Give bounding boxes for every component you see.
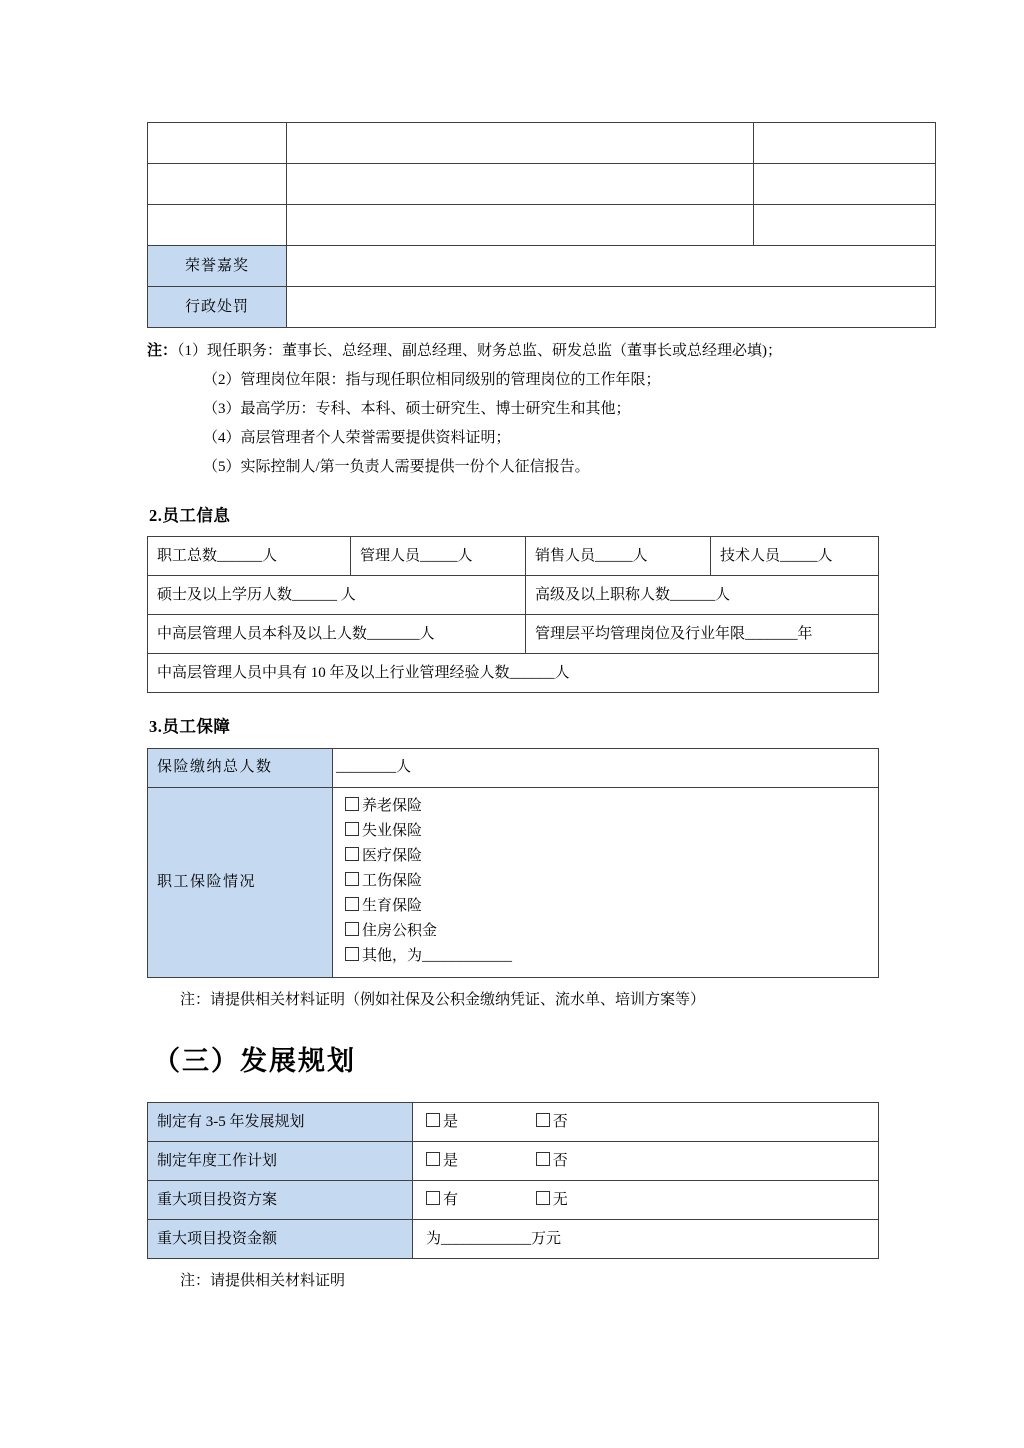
- note-line: （5）实际控制人/第一负责人需要提供一份个人征信报告。: [203, 459, 590, 475]
- exec-empty-cell[interactable]: [287, 205, 754, 246]
- employee-info-table: [147, 536, 879, 693]
- executive-info-table: [147, 122, 936, 328]
- option-none[interactable]: [536, 1192, 568, 1208]
- checkbox-label: 住房公积金: [362, 922, 438, 939]
- checkbox-label: 养老保险: [362, 797, 423, 814]
- checkbox-option[interactable]: [345, 794, 869, 819]
- note-line: （2）管理岗位年限：指与现任职位相同级别的管理岗位的工作年限；: [203, 372, 661, 388]
- exec-empty-cell[interactable]: [287, 123, 754, 164]
- executive-notes: [147, 337, 878, 482]
- avg-tenure-cell[interactable]: 管理层平均管理岗位及行业年限_______年: [526, 615, 879, 654]
- annual-plan-label-cell: 制定年度工作计划: [148, 1142, 413, 1181]
- exec-empty-cell[interactable]: [754, 123, 936, 164]
- exec-empty-cell[interactable]: [754, 164, 936, 205]
- checkbox-icon[interactable]: [345, 897, 359, 911]
- penalty-fill-cell[interactable]: [287, 287, 936, 328]
- insurance-status-label-cell: 职工保险情况: [148, 787, 333, 977]
- technical-staff-cell[interactable]: 技术人员_____人: [711, 537, 879, 576]
- exec-empty-cell[interactable]: [148, 123, 287, 164]
- table-row: [148, 287, 936, 328]
- table-row: [148, 205, 936, 246]
- note-prefix: 注：: [147, 343, 178, 359]
- management-staff-cell[interactable]: 管理人员_____人: [351, 537, 526, 576]
- insured-total-value-cell[interactable]: ________人: [333, 748, 879, 787]
- exec-empty-cell[interactable]: [287, 164, 754, 205]
- insurance-status-options-cell: [333, 787, 879, 977]
- insured-total-label-cell: 保险缴纳总人数: [148, 748, 333, 787]
- option-label: 否: [552, 1114, 568, 1131]
- experienced-managers-cell[interactable]: 中高层管理人员中具有 10 年及以上行业管理经验人数______人: [148, 654, 879, 693]
- option-no[interactable]: [536, 1153, 568, 1169]
- note-line: [147, 337, 878, 366]
- note-line: （4）高层管理者个人荣誉需要提供资料证明；: [203, 430, 511, 446]
- development-plan-table: [147, 1102, 879, 1259]
- table-row: [148, 164, 936, 205]
- table-row: [148, 1142, 879, 1181]
- table-row: [148, 1103, 879, 1142]
- table-row: [148, 246, 936, 287]
- checkbox-icon[interactable]: [536, 1191, 550, 1205]
- table-row: [148, 537, 879, 576]
- development-plan-note: 注：请提供相关材料证明: [180, 1273, 346, 1290]
- major-project-plan-options-cell: [413, 1181, 879, 1220]
- checkbox-icon[interactable]: [426, 1152, 440, 1166]
- employee-welfare-title: 3.员工保障: [149, 717, 231, 737]
- table-row: [148, 1220, 879, 1259]
- plan-3-5year-options-cell: [413, 1103, 879, 1142]
- exec-empty-cell[interactable]: [148, 164, 287, 205]
- senior-title-cell[interactable]: 高级及以上职称人数______人: [526, 576, 879, 615]
- table-row: [148, 576, 879, 615]
- checkbox-label: 工伤保险: [362, 872, 423, 889]
- checkbox-option[interactable]: [345, 869, 869, 894]
- table-row: [148, 123, 936, 164]
- employee-info-title: 2.员工信息: [149, 506, 231, 525]
- plan-3-5year-label-cell: 制定有 3-5 年发展规划: [148, 1103, 413, 1142]
- checkbox-icon[interactable]: [345, 922, 359, 936]
- exec-empty-cell[interactable]: [754, 205, 936, 246]
- checkbox-option[interactable]: [345, 844, 869, 869]
- honor-fill-cell[interactable]: [287, 246, 936, 287]
- document-page: [147, 122, 878, 1291]
- option-label: 是: [443, 1153, 459, 1170]
- master-degree-cell[interactable]: 硕士及以上学历人数______ 人: [148, 576, 526, 615]
- checkbox-icon[interactable]: [536, 1113, 550, 1127]
- option-label: 否: [552, 1153, 568, 1170]
- development-plan-title: （三）发展规划: [153, 1045, 356, 1076]
- checkbox-option[interactable]: [345, 919, 869, 944]
- option-yes[interactable]: [426, 1153, 458, 1169]
- checkbox-icon[interactable]: [426, 1191, 440, 1205]
- employee-welfare-table: [147, 748, 879, 978]
- checkbox-label: 生育保险: [362, 897, 423, 914]
- investment-amount-value-cell[interactable]: 为____________万元: [413, 1220, 879, 1259]
- checkbox-icon[interactable]: [345, 947, 359, 961]
- checkbox-icon[interactable]: [536, 1152, 550, 1166]
- major-project-plan-label-cell: 重大项目投资方案: [148, 1181, 413, 1220]
- total-staff-cell[interactable]: 职工总数______人: [148, 537, 351, 576]
- checkbox-icon[interactable]: [345, 872, 359, 886]
- checkbox-option[interactable]: [345, 894, 869, 919]
- table-row: [148, 654, 879, 693]
- option-have[interactable]: [426, 1192, 458, 1208]
- option-label: 无: [552, 1192, 568, 1209]
- option-label: 有: [443, 1192, 459, 1209]
- bachelor-managers-cell[interactable]: 中高层管理人员本科及以上人数_______人: [148, 615, 526, 654]
- checkbox-label: 医疗保险: [362, 847, 423, 864]
- checkbox-option[interactable]: [345, 819, 869, 844]
- exec-empty-cell[interactable]: [148, 205, 287, 246]
- table-row: [148, 748, 879, 787]
- annual-plan-options-cell: [413, 1142, 879, 1181]
- option-yes[interactable]: [426, 1114, 458, 1130]
- note-line: （3）最高学历：专科、本科、硕士研究生、博士研究生和其他；: [203, 401, 631, 417]
- checkbox-icon[interactable]: [345, 822, 359, 836]
- note-text: （1）现任职务：董事长、总经理、副总经理、财务总监、研发总监（董事长或总经理必填)；: [177, 343, 783, 359]
- sales-staff-cell[interactable]: 销售人员_____人: [526, 537, 711, 576]
- penalty-label-cell: 行政处罚: [148, 287, 287, 328]
- investment-amount-label-cell: 重大项目投资金额: [148, 1220, 413, 1259]
- option-label: 是: [443, 1114, 459, 1131]
- checkbox-icon[interactable]: [345, 797, 359, 811]
- option-no[interactable]: [536, 1114, 568, 1130]
- table-row: [148, 615, 879, 654]
- honor-label-cell: 荣誉嘉奖: [148, 246, 287, 287]
- checkbox-icon[interactable]: [426, 1113, 440, 1127]
- checkbox-label: 其他，为____________: [362, 947, 513, 964]
- table-row: [148, 1181, 879, 1220]
- table-row: [148, 787, 879, 977]
- checkbox-option[interactable]: [345, 944, 869, 969]
- checkbox-icon[interactable]: [345, 847, 359, 861]
- checkbox-label: 失业保险: [362, 822, 423, 839]
- welfare-note: 注：请提供相关材料证明（例如社保及公积金缴纳凭证、流水单、培训方案等）: [180, 991, 706, 1008]
